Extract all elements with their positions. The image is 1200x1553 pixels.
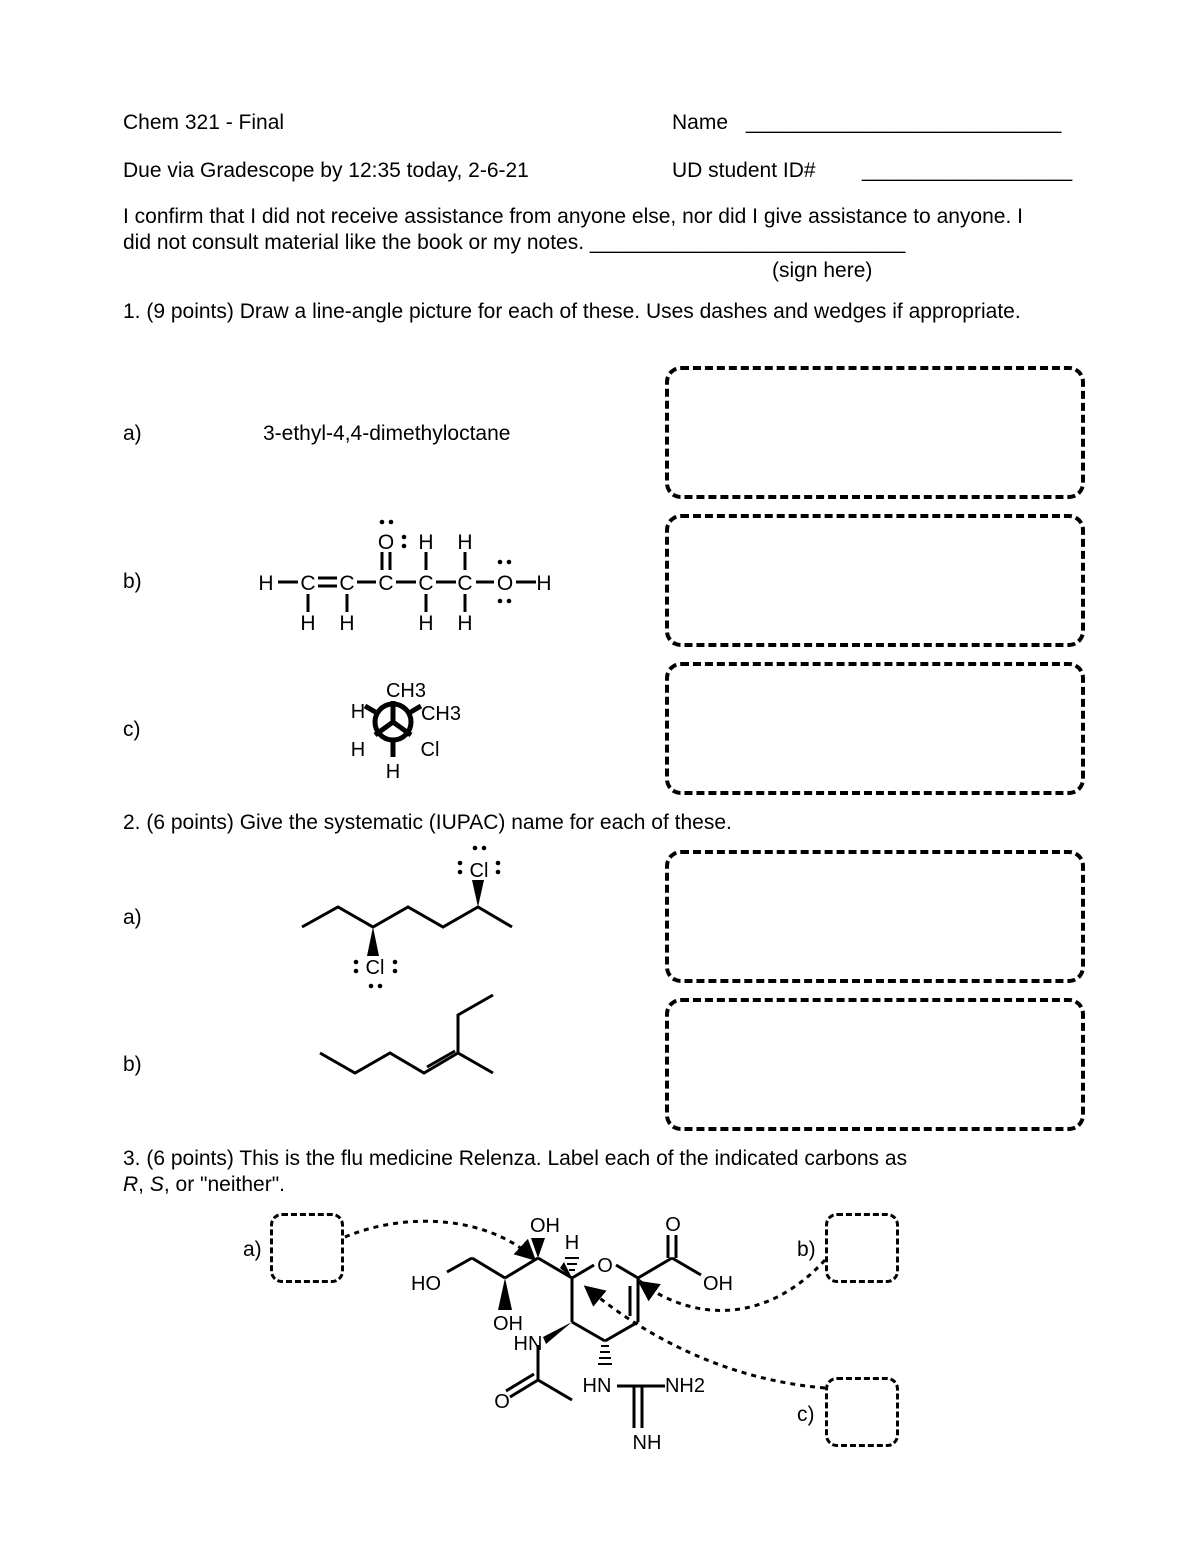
name-field-line[interactable]: ___________________________	[746, 111, 1062, 134]
q2-a-label: a)	[123, 906, 142, 929]
atom-cl: Cl	[420, 739, 440, 761]
atom-c: C	[339, 572, 355, 595]
q1-c-newman-projection	[351, 680, 461, 783]
question-1-prompt: 1. (9 points) Draw a line-angle picture for each of these. Uses dashes and wedges if appropriate.	[123, 300, 1021, 323]
amide-oxygen: O	[494, 1391, 510, 1413]
nh-label: NH	[632, 1432, 662, 1454]
atom-h: H	[339, 612, 355, 635]
atom-h: H	[418, 612, 434, 635]
question-3-prompt: 3. (6 points) This is the flu medicine Relenza. Label each of the indicated carbons as R, S, or "neither".	[123, 1147, 908, 1196]
atom-c: C	[457, 572, 473, 595]
atom-o: O	[377, 531, 395, 554]
atom-h: H	[564, 1232, 580, 1254]
atom-h: H	[418, 531, 434, 554]
ring-oxygen: O	[597, 1255, 613, 1277]
signature-line[interactable]: ___________________________	[589, 231, 906, 254]
q1-b-lewis-structure	[258, 520, 551, 635]
q1-a-compound-name: 3-ethyl-4,4-dimethyloctane	[263, 422, 511, 445]
hn-label: HN	[513, 1333, 543, 1355]
q1-b-label: b)	[123, 570, 142, 593]
due-date: Due via Gradescope by 12:35 today, 2-6-21	[123, 159, 529, 182]
atom-c: C	[378, 572, 394, 595]
atom-h: H	[350, 739, 366, 761]
sign-here-caption: (sign here)	[772, 259, 873, 282]
atom-h: H	[350, 701, 366, 723]
newman-back-ch3: CH3	[420, 703, 462, 725]
atom-o: O	[496, 572, 514, 595]
lone-pairs	[377, 520, 512, 604]
q3-relenza-structure	[345, 1214, 825, 1454]
oh-label: OH	[530, 1215, 560, 1237]
q3-b-label: b)	[797, 1238, 816, 1261]
newman-front-ch3: CH3	[385, 680, 427, 702]
name-label: Name	[672, 111, 729, 134]
student-id-field-line[interactable]: __________________	[862, 159, 1073, 182]
q2-a-skeletal-structure	[302, 846, 512, 989]
atom-h: H	[300, 612, 316, 635]
q3-a-label: a)	[243, 1238, 262, 1261]
atom-cl: Cl	[365, 957, 385, 979]
q3-c-label: c)	[797, 1403, 815, 1426]
q2-b-label: b)	[123, 1053, 142, 1076]
atom-h: H	[457, 531, 473, 554]
ho-label: HO	[411, 1273, 441, 1295]
course-title: Chem 321 - Final	[123, 111, 285, 134]
student-id-label: UD student ID#	[672, 159, 816, 182]
honor-statement: I confirm that I did not receive assistance from anyone else, nor did I give assistance to anyone. I did not consult material like the book or my notes. ___________________________	[123, 205, 1023, 254]
atom-h: H	[385, 761, 401, 783]
q1-c-label: c)	[123, 718, 141, 741]
atom-h: H	[457, 612, 473, 635]
q2-b-skeletal-structure	[320, 995, 493, 1073]
atom-cl: Cl	[469, 860, 489, 882]
oh-label: OH	[493, 1313, 523, 1335]
atom-c: C	[418, 572, 434, 595]
carbonyl-oxygen: O	[665, 1214, 681, 1236]
q1-a-label: a)	[123, 422, 142, 445]
oh-label: OH	[703, 1273, 733, 1295]
hn-label: HN	[582, 1375, 612, 1397]
question-2-prompt: 2. (6 points) Give the systematic (IUPAC) name for each of these.	[123, 811, 732, 834]
atom-h: H	[258, 572, 274, 595]
atom-c: C	[300, 572, 316, 595]
nh2-label: NH2	[664, 1375, 706, 1397]
atom-h: H	[536, 572, 552, 595]
